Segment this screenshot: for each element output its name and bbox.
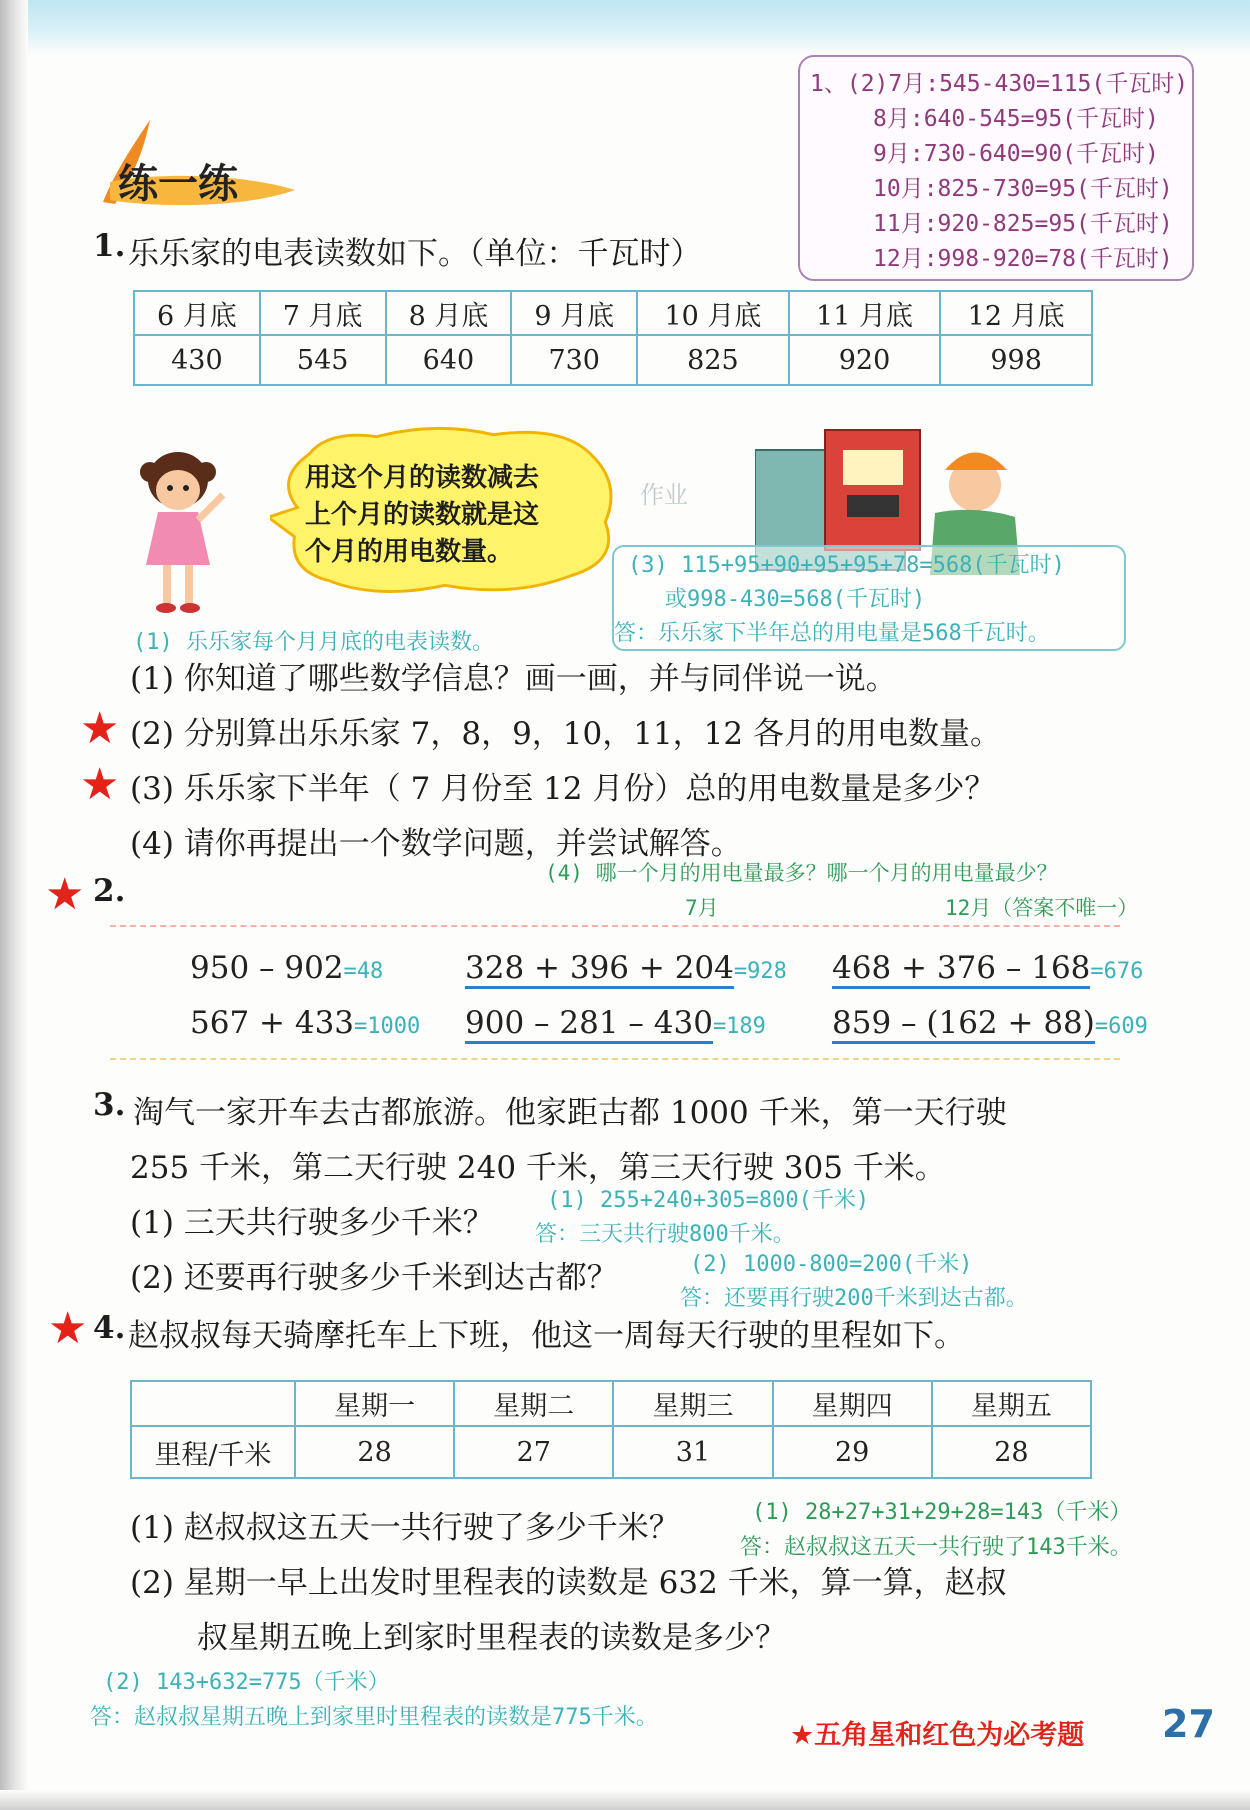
calc-expression: 468 + 376 – 168 bbox=[832, 950, 1090, 989]
answer-line: 9月:730-640=90(千瓦时) bbox=[873, 141, 1159, 167]
table-header-cell: 9 月底 bbox=[511, 291, 637, 335]
answer-q3-2: (2) 1000-800=200(千米) bbox=[690, 1252, 973, 1277]
table-cell: 31 bbox=[613, 1426, 772, 1478]
q4-sub2-line2: 叔星期五晚上到家时里程表的读数是多少？ bbox=[197, 1620, 786, 1656]
answer-box-q1-2 bbox=[798, 55, 1194, 281]
table-row-label: 里程/千米 bbox=[131, 1426, 295, 1478]
table-header-cell: 6 月底 bbox=[134, 291, 260, 335]
q1-number: 1. bbox=[93, 228, 126, 264]
table-header-cell: 星期五 bbox=[932, 1381, 1091, 1426]
answer-line: 11月:920-825=95(千瓦时) bbox=[873, 211, 1173, 237]
calc-result: =609 bbox=[1094, 1014, 1148, 1039]
calc-item bbox=[190, 950, 383, 986]
answer-line: 10月:825-730=95(千瓦时) bbox=[873, 176, 1173, 202]
star-icon: ★ bbox=[48, 1303, 88, 1354]
calc-expression: 900 – 281 – 430 bbox=[465, 1005, 713, 1044]
page-bottom-shadow bbox=[0, 1790, 1250, 1810]
table-cell: 825 bbox=[637, 335, 789, 385]
calc-result: =1000 bbox=[354, 1014, 421, 1039]
q1-sub1: (1) 你知道了哪些数学信息？画一画，并与同伴说一说。 bbox=[130, 661, 897, 697]
calc-result: =928 bbox=[733, 959, 787, 984]
watermark-text: 作业 bbox=[640, 481, 688, 509]
answer-line: 或998-430=568(千瓦时) bbox=[665, 587, 926, 612]
answer-q4-2: (2) 143+632=775（千米） bbox=[103, 1670, 390, 1695]
q4-number: 4. bbox=[93, 1310, 126, 1346]
q4-stem: 赵叔叔每天骑摩托车上下班，他这一周每天行驶的里程如下。 bbox=[128, 1318, 965, 1354]
table-cell: 730 bbox=[511, 335, 637, 385]
answer-q4-1-text: 答：赵叔叔这五天一共行驶了143千米。 bbox=[740, 1535, 1132, 1560]
q3-sub2: (2) 还要再行驶多少千米到达古都？ bbox=[130, 1260, 618, 1296]
answer-q1-1: (1) 乐乐家每个月月底的电表读数。 bbox=[133, 630, 494, 655]
answer-line: 1、(2)7月:545-430=115(千瓦时) bbox=[810, 71, 1189, 97]
divider bbox=[110, 1058, 1120, 1060]
answer-q3-1-text: 答：三天共行驶800千米。 bbox=[535, 1222, 795, 1247]
footer-note bbox=[790, 1713, 1084, 1752]
table-header-cell: 星期四 bbox=[773, 1381, 932, 1426]
answer-q4-1: (1) 28+27+31+29+28=143（千米） bbox=[752, 1500, 1132, 1525]
table-cell: 27 bbox=[454, 1426, 613, 1478]
answer-q1-4-least: 12月（答案不唯一） bbox=[945, 896, 1139, 920]
calc-item bbox=[190, 1005, 420, 1041]
table-header-cell: 12 月底 bbox=[940, 291, 1092, 335]
answer-line: (3) 115+95+90+95+95+78=568(千瓦时) bbox=[628, 553, 1065, 578]
q2-number: 2. bbox=[93, 873, 126, 909]
q4-sub2-line1: (2) 星期一早上出发时里程表的读数是 632 千米，算一算，赵叔 bbox=[130, 1565, 1007, 1601]
q3-number: 3. bbox=[93, 1087, 126, 1123]
table-header-cell: 10 月底 bbox=[637, 291, 789, 335]
table-cell: 920 bbox=[789, 335, 941, 385]
table-header-cell bbox=[131, 1381, 295, 1426]
bubble-line: 个月的用电数量。 bbox=[305, 537, 514, 567]
table-cell: 430 bbox=[134, 335, 260, 385]
answer-q1-4-most: 7月 bbox=[685, 896, 719, 920]
answer-line: 答：乐乐家下半年总的用电量是568千瓦时。 bbox=[614, 621, 1050, 646]
page-edge-shadow bbox=[0, 0, 28, 1810]
table-header-cell: 星期二 bbox=[454, 1381, 613, 1426]
star-icon: ★ bbox=[80, 759, 120, 810]
footer-note-text: 五角星和红色为必考题 bbox=[814, 1720, 1085, 1751]
top-decoration-band bbox=[0, 0, 1250, 55]
page-number: 27 bbox=[1162, 1702, 1215, 1746]
table-cell: 28 bbox=[932, 1426, 1091, 1478]
answer-q1-4: (4) 哪一个月的用电量最多？哪一个月的用电量最少？ bbox=[545, 861, 1058, 885]
table-cell: 545 bbox=[260, 335, 386, 385]
table-cell: 29 bbox=[773, 1426, 932, 1478]
calc-expression: 567 + 433 bbox=[190, 1005, 355, 1041]
mileage-table bbox=[130, 1380, 1092, 1479]
table-header-cell: 星期一 bbox=[295, 1381, 454, 1426]
calc-expression: 859 – (162 + 88) bbox=[832, 1005, 1095, 1044]
calc-result: =189 bbox=[712, 1014, 766, 1039]
calc-item bbox=[465, 950, 787, 986]
q3-line2: 255 千米，第二天行驶 240 千米，第三天行驶 305 千米。 bbox=[130, 1150, 946, 1186]
answer-line: 8月:640-545=95(千瓦时) bbox=[873, 106, 1159, 132]
calc-item bbox=[832, 1005, 1148, 1041]
q1-sub2: (2) 分别算出乐乐家 7，8，9，10，11，12 各月的用电数量。 bbox=[130, 716, 1001, 752]
star-icon: ★ bbox=[80, 703, 120, 754]
table-cell: 998 bbox=[940, 335, 1092, 385]
q3-line1: 淘气一家开车去古都旅游。他家距古都 1000 千米，第一天行驶 bbox=[133, 1095, 1007, 1131]
answer-q3-1: (1) 255+240+305=800(千米) bbox=[547, 1188, 870, 1213]
bubble-line: 上个月的读数就是这 bbox=[305, 500, 540, 530]
star-icon: ★ bbox=[790, 1720, 815, 1751]
table-cell: 640 bbox=[386, 335, 512, 385]
section-title: 练一练 bbox=[118, 161, 238, 207]
calc-item bbox=[832, 950, 1143, 986]
table-header-cell: 8 月底 bbox=[386, 291, 512, 335]
calc-expression: 328 + 396 + 204 bbox=[465, 950, 734, 989]
bubble-text bbox=[305, 460, 539, 571]
answer-line: 12月:998-920=78(千瓦时) bbox=[873, 246, 1173, 272]
star-icon: ★ bbox=[45, 869, 85, 920]
q1-sub4: (4) 请你再提出一个数学问题，并尝试解答。 bbox=[130, 826, 742, 862]
divider bbox=[110, 925, 1120, 927]
answer-q4-2-text: 答：赵叔叔星期五晚上到家里时里程表的读数是775千米。 bbox=[90, 1705, 658, 1730]
q4-sub1: (1) 赵叔叔这五天一共行驶了多少千米？ bbox=[130, 1510, 680, 1546]
table-header-cell: 7 月底 bbox=[260, 291, 386, 335]
girl-illustration bbox=[128, 450, 238, 620]
calc-result: =48 bbox=[343, 959, 384, 984]
calc-result: =676 bbox=[1090, 959, 1144, 984]
table-header-cell: 星期三 bbox=[613, 1381, 772, 1426]
table-cell: 28 bbox=[295, 1426, 454, 1478]
q1-stem: 乐乐家的电表读数如下。（单位：千瓦时） bbox=[128, 236, 702, 272]
q1-sub3: (3) 乐乐家下半年（ 7 月份至 12 月份）总的用电数量是多少？ bbox=[130, 771, 996, 807]
electric-meter-table bbox=[133, 290, 1093, 386]
q3-sub1: (1) 三天共行驶多少千米？ bbox=[130, 1205, 494, 1241]
bubble-line: 用这个月的读数减去 bbox=[305, 463, 540, 493]
answer-q3-2-text: 答：还要再行驶200千米到达古都。 bbox=[680, 1286, 1028, 1311]
calc-expression: 950 – 902 bbox=[190, 950, 344, 986]
table-header-cell: 11 月底 bbox=[789, 291, 941, 335]
calc-item bbox=[465, 1005, 766, 1041]
